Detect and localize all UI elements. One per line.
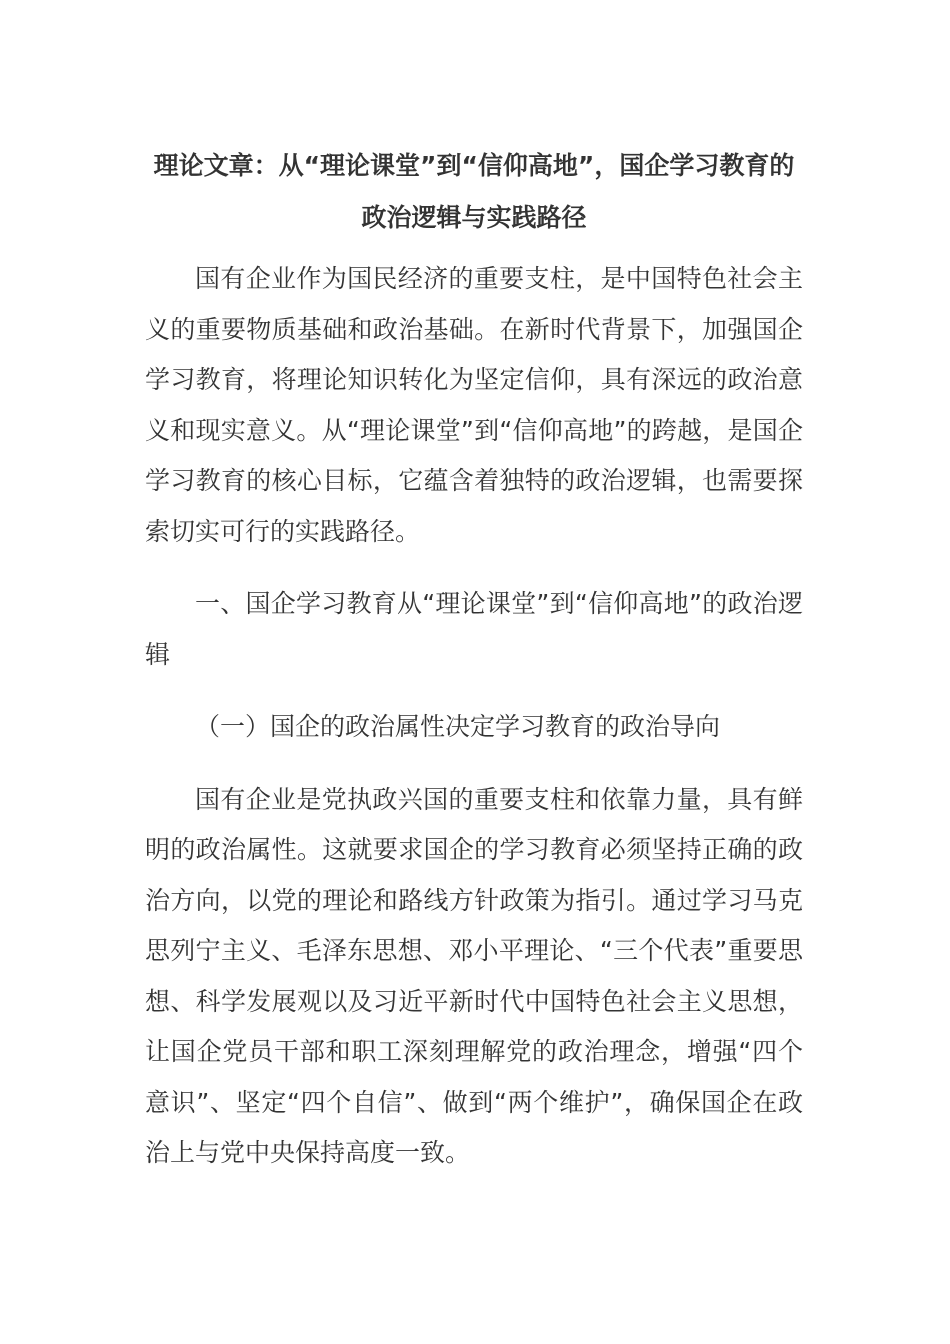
subsection-heading: （一）国企的政治属性决定学习教育的政治导向 xyxy=(195,712,721,741)
body-paragraph: 国有企业是党执政兴国的重要支柱和依靠力量，具有鲜明的政治属性。这就要求国企的学习教育必须坚持正确的政治方向，以党的理论和路线方针政策为指引。通过学习马克思列宁主义、毛泽东思想、邓小平理论、“三个代表”重要思想、科学发展观以及习近平新时代中国特色社会主义思想，让国企党员干部和职工深刻理解党的政治理念，增强“四个意识”、坚定“四个自信”、做到“两个维护”，确保国企在政治上与党中央保持高度一致。 xyxy=(145,784,803,1167)
document-title: 理论文章：从“理论课堂”到“信仰高地”，国企学习教育的政治逻辑与实践路径 xyxy=(153,151,795,232)
intro-paragraph: 国有企业作为国民经济的重要支柱，是中国特色社会主义的重要物质基础和政治基础。在新时代背景下，加强国企学习教育，将理论知识转化为坚定信仰，具有深远的政治意义和现实意义。从“理论课堂”到“信仰高地”的跨越，是国企学习教育的核心目标，它蕴含着独特的政治逻辑，也需要探索切实可行的实践路径。 xyxy=(145,264,803,546)
document-page xyxy=(145,140,803,1201)
section-heading: 一、国企学习教育从“理论课堂”到“信仰高地”的政治逻辑 xyxy=(145,589,803,669)
